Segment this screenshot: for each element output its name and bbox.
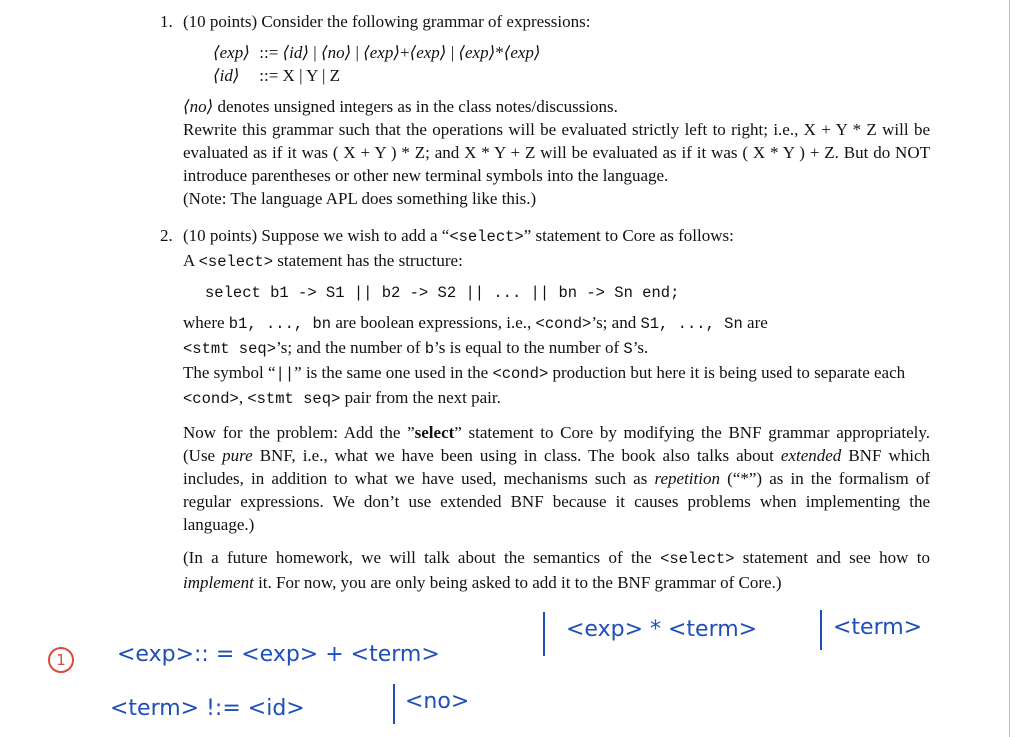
sym-code: || bbox=[275, 365, 295, 383]
problem-1-number: 1. bbox=[160, 12, 173, 31]
where-b: are boolean expressions, i.e., bbox=[331, 313, 536, 332]
where-code1: b1, ..., bn bbox=[228, 315, 332, 333]
now-b: ” statement to Core by modifying the BNF grammar appropriately. (Use bbox=[183, 423, 930, 465]
sym-code4: <stmt seq> bbox=[247, 390, 341, 408]
handwritten-line-2a: <term> !:= <id> bbox=[110, 696, 305, 721]
handwritten-bar-3 bbox=[393, 684, 395, 724]
sym-b: ” is the same one used in the bbox=[294, 363, 493, 382]
intro-code: <select> bbox=[449, 228, 524, 246]
problem-1-text: Rewrite this grammar such that the operations will be evaluated strictly left to right; i.e., X + Y * Z will be evaluated as if it was ( X + Y ) * Z; and X * Y + Z will be evaluated as if it was ( X * Y ) + Z. But do NOT introduce parentheses or other new terminal symbols into the language. bbox=[183, 120, 930, 185]
where-e: ’s; and the number of bbox=[276, 338, 425, 357]
future-b: statement and see how to bbox=[734, 548, 930, 567]
grammar-lhs-id: ⟨id⟩ bbox=[213, 66, 240, 85]
where-code6: S bbox=[623, 340, 633, 358]
struct-text-a: A bbox=[183, 251, 199, 270]
grammar-token: | bbox=[309, 43, 321, 62]
no-note-text: denotes unsigned integers as in the class notes/discussions. bbox=[213, 97, 618, 116]
handwritten-line-1a: <exp>:: = <exp> + <term> bbox=[117, 642, 440, 667]
problem-2-intro bbox=[183, 224, 930, 249]
now-it3: repetition bbox=[654, 469, 720, 488]
future-it: implement bbox=[183, 573, 254, 592]
where-code5: b bbox=[424, 340, 435, 358]
grammar-lhs-exp: ⟨exp⟩ bbox=[213, 43, 250, 62]
intro-text-a: (10 points) Suppose we wish to add a “ bbox=[183, 226, 450, 245]
problem-2-number: 2. bbox=[160, 226, 173, 245]
problem-1-no-note bbox=[183, 95, 930, 118]
handwritten-line-1b: <exp> * <term> bbox=[566, 617, 758, 642]
problem-2 bbox=[160, 224, 930, 594]
grammar-token: ⟨exp⟩ bbox=[458, 43, 496, 62]
circled-answer-number: 1 bbox=[48, 647, 74, 673]
handwritten-line-1c: <term> bbox=[833, 615, 923, 640]
where-code2: <cond> bbox=[535, 315, 592, 333]
problem-1 bbox=[160, 10, 930, 210]
grammar-op: ::= bbox=[255, 43, 283, 62]
grammar-token: * bbox=[495, 43, 504, 62]
problem-1-body bbox=[183, 10, 930, 210]
future-a: (In a future homework, we will talk about the semantics of the bbox=[183, 548, 661, 567]
where-g: ’s. bbox=[632, 338, 649, 357]
future-c: it. For now, you are only being asked to add it to the BNF grammar of Core.) bbox=[253, 573, 782, 592]
grammar-token: ⟨id⟩ bbox=[282, 43, 310, 62]
problem-2-symbol bbox=[183, 361, 930, 411]
future-code: <select> bbox=[660, 550, 735, 568]
sym-e: pair from the next pair. bbox=[340, 388, 501, 407]
grammar-token: | bbox=[351, 43, 364, 62]
sym-a: The symbol “ bbox=[183, 363, 276, 382]
problem-1-note: (Note: The language APL does something like this.) bbox=[183, 189, 537, 208]
grammar-op: ::= bbox=[255, 66, 283, 85]
grammar-row-id bbox=[213, 64, 930, 87]
struct-code: <select> bbox=[198, 253, 274, 271]
problem-2-future bbox=[183, 546, 930, 594]
grammar-token: ⟨exp⟩ bbox=[409, 43, 447, 62]
now-bold: select bbox=[414, 423, 455, 442]
sym-code3: <cond> bbox=[183, 390, 239, 408]
struct-text-b: statement has the structure: bbox=[273, 251, 463, 270]
select-syntax-line: select b1 -> S1 || b2 -> S2 || ... || bn -> Sn end; bbox=[205, 284, 680, 302]
grammar-token: ⟨exp⟩ bbox=[503, 43, 541, 62]
now-a: Now for the problem: Add the ” bbox=[183, 423, 415, 442]
grammar-rhs-id bbox=[283, 66, 340, 85]
problem-2-task bbox=[183, 421, 930, 536]
grammar-token: | bbox=[446, 43, 459, 62]
no-term: ⟨no⟩ bbox=[183, 97, 214, 116]
now-it2: extended bbox=[780, 446, 842, 465]
intro-text-b: ” statement to Core as follows: bbox=[523, 226, 734, 245]
problem-2-structure bbox=[183, 249, 930, 274]
now-d: BNF which includes, in addition to what we have used, mechanisms such as bbox=[183, 446, 930, 488]
handwritten-bar-2 bbox=[820, 610, 822, 650]
where-code3: S1, ..., Sn bbox=[640, 315, 743, 333]
now-e: (“*”) as in the formalism of regular expressions. We don’t use extended BNF because it causes problems when implementing the language.) bbox=[183, 469, 930, 534]
now-c: BNF, i.e., what we have been using in class. The book also talks about bbox=[252, 446, 781, 465]
grammar-rhs-exp bbox=[283, 43, 541, 62]
problem-2-body bbox=[183, 224, 930, 594]
grammar-block bbox=[213, 41, 930, 87]
where-a: where bbox=[183, 313, 229, 332]
sym-c: production but here it is being used to separate each bbox=[548, 363, 906, 382]
grammar-token: ⟨exp⟩ bbox=[363, 43, 400, 62]
sym-d: , bbox=[238, 388, 248, 407]
problem-list bbox=[160, 10, 930, 594]
grammar-token: X | Y | Z bbox=[282, 66, 341, 85]
grammar-token: ⟨no⟩ bbox=[320, 43, 352, 62]
grammar-token: + bbox=[399, 43, 410, 62]
where-code4: <stmt seq> bbox=[183, 340, 277, 358]
now-it1: pure bbox=[222, 446, 253, 465]
where-d: are bbox=[742, 313, 768, 332]
handwritten-bar-1 bbox=[543, 612, 545, 656]
grammar-row-exp bbox=[213, 41, 930, 64]
page-edge bbox=[1009, 0, 1010, 737]
where-c: ’s; and bbox=[591, 313, 641, 332]
problem-2-where bbox=[183, 311, 930, 361]
problem-1-intro: (10 points) Consider the following grammar of expressions: bbox=[183, 12, 591, 31]
sym-code2: <cond> bbox=[492, 365, 549, 383]
handwritten-line-2b: <no> bbox=[405, 689, 470, 714]
where-f: ’s is equal to the number of bbox=[434, 338, 624, 357]
